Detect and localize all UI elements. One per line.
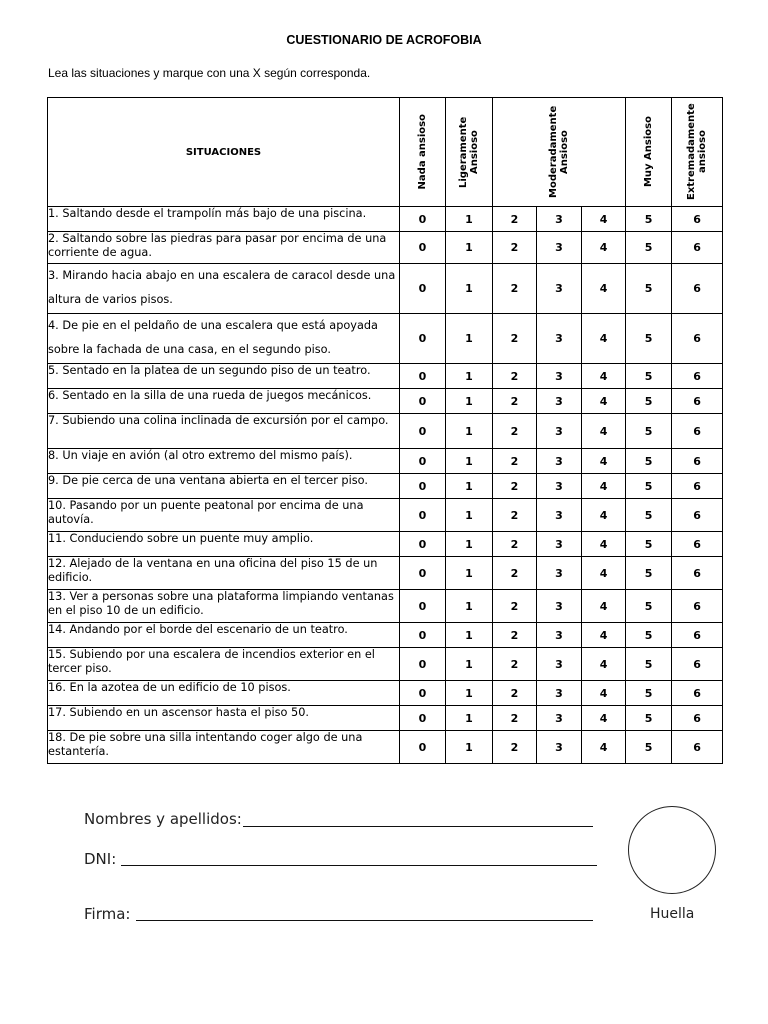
situation-text: 4. De pie en el peldaño de una escalera que está apoyada sobre la fachada de una casa, en el segundo piso. bbox=[48, 314, 400, 364]
situation-text: 14. Andando por el borde del escenario de un teatro. bbox=[48, 623, 400, 648]
rating-option-4[interactable]: 4 bbox=[582, 590, 626, 623]
rating-option-6[interactable]: 6 bbox=[672, 414, 723, 449]
rating-option-0[interactable]: 0 bbox=[400, 532, 446, 557]
table-row bbox=[48, 623, 723, 648]
situation-text: 9. De pie cerca de una ventana abierta en el tercer piso. bbox=[48, 474, 400, 499]
rating-option-5[interactable]: 5 bbox=[626, 532, 672, 557]
rating-option-0[interactable]: 0 bbox=[400, 623, 446, 648]
table-row bbox=[48, 648, 723, 681]
level-header-label: Extremadamente ansioso bbox=[686, 103, 709, 201]
rating-option-2[interactable]: 2 bbox=[493, 364, 537, 389]
rating-option-1[interactable]: 1 bbox=[446, 557, 493, 590]
rating-option-5[interactable]: 5 bbox=[626, 590, 672, 623]
rating-option-0[interactable]: 0 bbox=[400, 474, 446, 499]
rating-option-1[interactable]: 1 bbox=[446, 314, 493, 364]
rating-option-2[interactable]: 2 bbox=[493, 557, 537, 590]
rating-option-5[interactable]: 5 bbox=[626, 681, 672, 706]
rating-option-5[interactable]: 5 bbox=[626, 499, 672, 532]
rating-option-3[interactable]: 3 bbox=[537, 264, 582, 314]
rating-option-3[interactable]: 3 bbox=[537, 590, 582, 623]
rating-option-0[interactable]: 0 bbox=[400, 449, 446, 474]
rating-option-0[interactable]: 0 bbox=[400, 207, 446, 232]
rating-option-3[interactable]: 3 bbox=[537, 532, 582, 557]
rating-option-6[interactable]: 6 bbox=[672, 706, 723, 731]
rating-option-1[interactable]: 1 bbox=[446, 264, 493, 314]
rating-option-4[interactable]: 4 bbox=[582, 449, 626, 474]
situation-text: 15. Subiendo por una escalera de incendios exterior en el tercer piso. bbox=[48, 648, 400, 681]
rating-option-4[interactable]: 4 bbox=[582, 681, 626, 706]
situation-text: 2. Saltando sobre las piedras para pasar por encima de una corriente de agua. bbox=[48, 232, 400, 264]
rating-option-4[interactable]: 4 bbox=[582, 648, 626, 681]
table-row bbox=[48, 389, 723, 414]
fingerprint-label: Huella bbox=[650, 906, 695, 922]
rating-option-1[interactable]: 1 bbox=[446, 389, 493, 414]
level-header-label: Moderadamente Ansioso bbox=[548, 105, 571, 199]
rating-option-3[interactable]: 3 bbox=[537, 207, 582, 232]
level-header-label: Nada ansioso bbox=[417, 114, 428, 190]
rating-option-4[interactable]: 4 bbox=[582, 623, 626, 648]
rating-option-2[interactable]: 2 bbox=[493, 499, 537, 532]
rating-option-1[interactable]: 1 bbox=[446, 449, 493, 474]
signature-field[interactable] bbox=[136, 920, 593, 921]
rating-option-2[interactable]: 2 bbox=[493, 681, 537, 706]
table-row bbox=[48, 706, 723, 731]
rating-option-1[interactable]: 1 bbox=[446, 232, 493, 264]
document-title: CUESTIONARIO DE ACROFOBIA bbox=[286, 33, 482, 47]
rating-option-5[interactable]: 5 bbox=[626, 414, 672, 449]
rating-option-6[interactable]: 6 bbox=[672, 264, 723, 314]
rating-option-1[interactable]: 1 bbox=[446, 681, 493, 706]
rating-option-2[interactable]: 2 bbox=[493, 207, 537, 232]
name-label: Nombres y apellidos: bbox=[84, 810, 242, 828]
rating-option-1[interactable]: 1 bbox=[446, 207, 493, 232]
table-row bbox=[48, 590, 723, 623]
rating-option-0[interactable]: 0 bbox=[400, 232, 446, 264]
rating-option-0[interactable]: 0 bbox=[400, 706, 446, 731]
rating-option-2[interactable]: 2 bbox=[493, 532, 537, 557]
rating-option-1[interactable]: 1 bbox=[446, 731, 493, 764]
rating-option-4[interactable]: 4 bbox=[582, 499, 626, 532]
rating-option-5[interactable]: 5 bbox=[626, 264, 672, 314]
table-row bbox=[48, 314, 723, 364]
rating-option-3[interactable]: 3 bbox=[537, 232, 582, 264]
rating-option-4[interactable]: 4 bbox=[582, 232, 626, 264]
situation-text: 7. Subiendo una colina inclinada de excursión por el campo. bbox=[48, 414, 400, 449]
rating-option-3[interactable]: 3 bbox=[537, 706, 582, 731]
rating-option-0[interactable]: 0 bbox=[400, 731, 446, 764]
situation-text: 13. Ver a personas sobre una plataforma limpiando ventanas en el piso 10 de un edificio. bbox=[48, 590, 400, 623]
rating-option-6[interactable]: 6 bbox=[672, 449, 723, 474]
rating-option-2[interactable]: 2 bbox=[493, 706, 537, 731]
questionnaire-table bbox=[47, 97, 723, 764]
rating-option-6[interactable]: 6 bbox=[672, 681, 723, 706]
rating-option-1[interactable]: 1 bbox=[446, 590, 493, 623]
rating-option-2[interactable]: 2 bbox=[493, 648, 537, 681]
rating-option-2[interactable]: 2 bbox=[493, 389, 537, 414]
rating-option-6[interactable]: 6 bbox=[672, 590, 723, 623]
rating-option-5[interactable]: 5 bbox=[626, 314, 672, 364]
table-row bbox=[48, 731, 723, 764]
situation-text: 11. Conduciendo sobre un puente muy amplio. bbox=[48, 532, 400, 557]
rating-option-6[interactable]: 6 bbox=[672, 364, 723, 389]
rating-option-4[interactable]: 4 bbox=[582, 532, 626, 557]
rating-option-6[interactable]: 6 bbox=[672, 314, 723, 364]
rating-option-4[interactable]: 4 bbox=[582, 364, 626, 389]
rating-option-0[interactable]: 0 bbox=[400, 389, 446, 414]
rating-option-6[interactable]: 6 bbox=[672, 474, 723, 499]
rating-option-3[interactable]: 3 bbox=[537, 557, 582, 590]
rating-option-4[interactable]: 4 bbox=[582, 389, 626, 414]
rating-option-5[interactable]: 5 bbox=[626, 623, 672, 648]
table-row bbox=[48, 207, 723, 232]
situation-text: 6. Sentado en la silla de una rueda de juegos mecánicos. bbox=[48, 389, 400, 414]
rating-option-4[interactable]: 4 bbox=[582, 557, 626, 590]
rating-option-6[interactable]: 6 bbox=[672, 648, 723, 681]
rating-option-4[interactable]: 4 bbox=[582, 474, 626, 499]
rating-option-1[interactable]: 1 bbox=[446, 648, 493, 681]
situation-text: 18. De pie sobre una silla intentando coger algo de una estantería. bbox=[48, 731, 400, 764]
dni-label: DNI: bbox=[84, 850, 117, 868]
signature-label: Firma: bbox=[84, 905, 131, 923]
rating-option-3[interactable]: 3 bbox=[537, 623, 582, 648]
rating-option-2[interactable]: 2 bbox=[493, 314, 537, 364]
rating-option-2[interactable]: 2 bbox=[493, 731, 537, 764]
rating-option-4[interactable]: 4 bbox=[582, 731, 626, 764]
table-row bbox=[48, 499, 723, 532]
table-row bbox=[48, 264, 723, 314]
rating-option-0[interactable]: 0 bbox=[400, 364, 446, 389]
level-header-label: Muy Ansioso bbox=[643, 116, 655, 188]
rating-option-2[interactable]: 2 bbox=[493, 590, 537, 623]
rating-option-4[interactable]: 4 bbox=[582, 264, 626, 314]
table-row bbox=[48, 681, 723, 706]
rating-option-4[interactable]: 4 bbox=[582, 706, 626, 731]
rating-option-5[interactable]: 5 bbox=[626, 474, 672, 499]
rating-option-5[interactable]: 5 bbox=[626, 449, 672, 474]
situation-text: 12. Alejado de la ventana en una oficina del piso 15 de un edificio. bbox=[48, 557, 400, 590]
rating-option-6[interactable]: 6 bbox=[672, 207, 723, 232]
table-row bbox=[48, 557, 723, 590]
table-row bbox=[48, 532, 723, 557]
rating-option-0[interactable]: 0 bbox=[400, 557, 446, 590]
rating-option-2[interactable]: 2 bbox=[493, 623, 537, 648]
level-header-label: Ligeramente Ansioso bbox=[458, 116, 480, 188]
rating-option-2[interactable]: 2 bbox=[493, 232, 537, 264]
rating-option-0[interactable]: 0 bbox=[400, 648, 446, 681]
rating-option-1[interactable]: 1 bbox=[446, 623, 493, 648]
rating-option-6[interactable]: 6 bbox=[672, 557, 723, 590]
table-row bbox=[48, 232, 723, 264]
rating-option-4[interactable]: 4 bbox=[582, 414, 626, 449]
situation-text: 1. Saltando desde el trampolín más bajo de una piscina. bbox=[48, 207, 400, 232]
level-header-ligeramente bbox=[446, 98, 493, 207]
rating-option-3[interactable]: 3 bbox=[537, 314, 582, 364]
rating-option-5[interactable]: 5 bbox=[626, 648, 672, 681]
rating-option-5[interactable]: 5 bbox=[626, 364, 672, 389]
dni-field[interactable] bbox=[121, 865, 597, 866]
rating-option-1[interactable]: 1 bbox=[446, 499, 493, 532]
rating-option-3[interactable]: 3 bbox=[537, 474, 582, 499]
rating-option-1[interactable]: 1 bbox=[446, 706, 493, 731]
rating-option-2[interactable]: 2 bbox=[493, 449, 537, 474]
rating-option-6[interactable]: 6 bbox=[672, 623, 723, 648]
rating-option-4[interactable]: 4 bbox=[582, 314, 626, 364]
rating-option-1[interactable]: 1 bbox=[446, 364, 493, 389]
situation-text: 17. Subiendo en un ascensor hasta el piso 50. bbox=[48, 706, 400, 731]
level-header-nada bbox=[400, 98, 446, 207]
rating-option-5[interactable]: 5 bbox=[626, 232, 672, 264]
level-header-moderadamente bbox=[493, 98, 626, 207]
table-row bbox=[48, 364, 723, 389]
level-header-muy bbox=[626, 98, 672, 207]
rating-option-6[interactable]: 6 bbox=[672, 389, 723, 414]
rating-option-5[interactable]: 5 bbox=[626, 706, 672, 731]
table-row bbox=[48, 474, 723, 499]
rating-option-3[interactable]: 3 bbox=[537, 681, 582, 706]
rating-option-3[interactable]: 3 bbox=[537, 731, 582, 764]
rating-option-6[interactable]: 6 bbox=[672, 731, 723, 764]
rating-option-5[interactable]: 5 bbox=[626, 207, 672, 232]
rating-option-1[interactable]: 1 bbox=[446, 414, 493, 449]
fingerprint-circle[interactable] bbox=[628, 806, 716, 894]
rating-option-0[interactable]: 0 bbox=[400, 681, 446, 706]
situations-header: SITUACIONES bbox=[48, 98, 400, 207]
rating-option-6[interactable]: 6 bbox=[672, 499, 723, 532]
table-row bbox=[48, 414, 723, 449]
rating-option-0[interactable]: 0 bbox=[400, 414, 446, 449]
situation-text: 10. Pasando por un puente peatonal por encima de una autovía. bbox=[48, 499, 400, 532]
situation-text: 16. En la azotea de un edificio de 10 pisos. bbox=[48, 681, 400, 706]
rating-option-6[interactable]: 6 bbox=[672, 532, 723, 557]
rating-option-5[interactable]: 5 bbox=[626, 557, 672, 590]
rating-option-2[interactable]: 2 bbox=[493, 474, 537, 499]
rating-option-5[interactable]: 5 bbox=[626, 389, 672, 414]
rating-option-3[interactable]: 3 bbox=[537, 414, 582, 449]
table-row bbox=[48, 449, 723, 474]
table-header-row bbox=[48, 98, 723, 207]
rating-option-0[interactable]: 0 bbox=[400, 590, 446, 623]
rating-option-3[interactable]: 3 bbox=[537, 499, 582, 532]
rating-option-3[interactable]: 3 bbox=[537, 389, 582, 414]
rating-option-0[interactable]: 0 bbox=[400, 314, 446, 364]
rating-option-3[interactable]: 3 bbox=[537, 449, 582, 474]
rating-option-4[interactable]: 4 bbox=[582, 207, 626, 232]
rating-option-3[interactable]: 3 bbox=[537, 648, 582, 681]
rating-option-1[interactable]: 1 bbox=[446, 532, 493, 557]
rating-option-2[interactable]: 2 bbox=[493, 264, 537, 314]
rating-option-0[interactable]: 0 bbox=[400, 499, 446, 532]
name-field[interactable] bbox=[243, 826, 593, 827]
situation-text: 8. Un viaje en avión (al otro extremo del mismo país). bbox=[48, 449, 400, 474]
level-header-extremadamente bbox=[672, 98, 723, 207]
rating-option-3[interactable]: 3 bbox=[537, 364, 582, 389]
rating-option-6[interactable]: 6 bbox=[672, 232, 723, 264]
rating-option-5[interactable]: 5 bbox=[626, 731, 672, 764]
situation-text: 3. Mirando hacia abajo en una escalera de caracol desde una altura de varios pisos. bbox=[48, 264, 400, 314]
rating-option-2[interactable]: 2 bbox=[493, 414, 537, 449]
situation-text: 5. Sentado en la platea de un segundo piso de un teatro. bbox=[48, 364, 400, 389]
rating-option-0[interactable]: 0 bbox=[400, 264, 446, 314]
rating-option-1[interactable]: 1 bbox=[446, 474, 493, 499]
instructions: Lea las situaciones y marque con una X según corresponda. bbox=[48, 66, 371, 80]
